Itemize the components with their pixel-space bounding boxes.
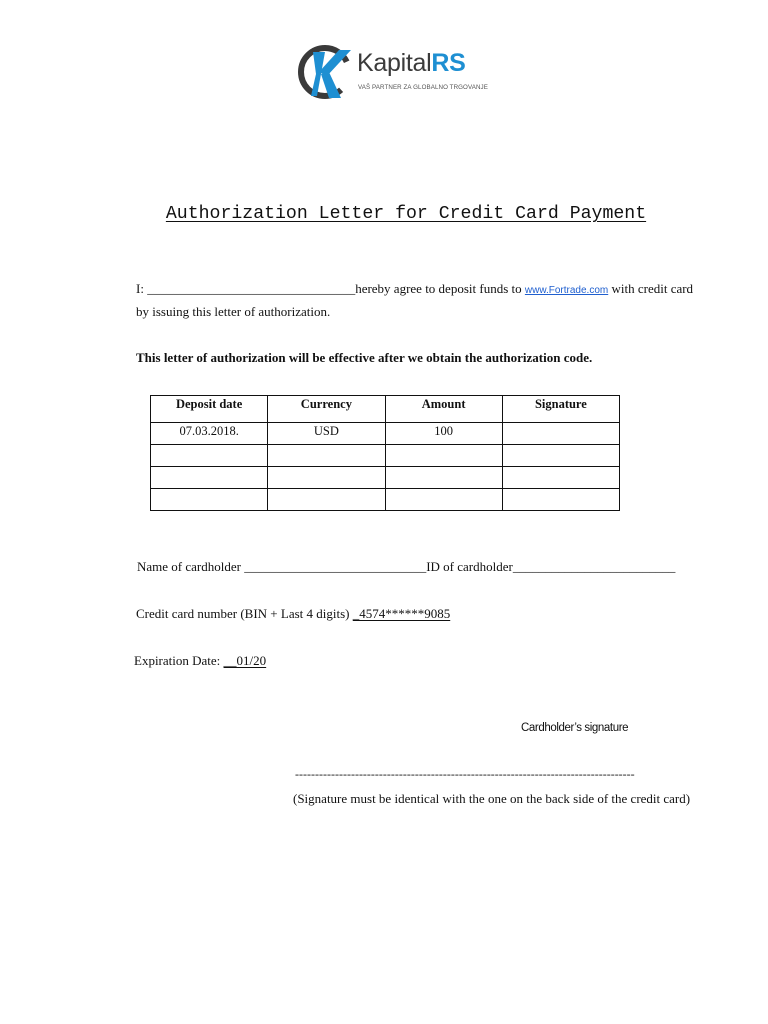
fortrade-link[interactable]: www.Fortrade.com bbox=[524, 285, 609, 296]
cell-deposit-date bbox=[151, 467, 268, 489]
table-row bbox=[151, 423, 620, 445]
cell-currency bbox=[268, 489, 385, 511]
cell-signature bbox=[502, 445, 619, 467]
intro-suffix: with credit card bbox=[608, 281, 694, 296]
deposit-table bbox=[150, 395, 620, 511]
header-currency: Currency bbox=[268, 396, 385, 423]
expiration-date-line bbox=[134, 653, 266, 669]
cell-currency bbox=[268, 445, 385, 467]
expiration-date-value: __01/20 bbox=[223, 653, 267, 668]
cell-currency bbox=[268, 467, 385, 489]
cell-currency: USD bbox=[268, 423, 385, 445]
credit-card-number-label: Credit card number (BIN + Last 4 digits) bbox=[136, 606, 353, 621]
intro-prefix: I: ________________________________hereby agree to deposit funds to bbox=[136, 281, 525, 296]
document-title: Authorization Letter for Credit Card Payment bbox=[165, 204, 647, 224]
table-row bbox=[151, 489, 620, 511]
kapitalrs-logo-icon bbox=[295, 42, 357, 102]
cell-amount: 100 bbox=[385, 423, 502, 445]
cell-deposit-date bbox=[151, 445, 268, 467]
cell-amount bbox=[385, 467, 502, 489]
intro-line-1 bbox=[136, 281, 693, 297]
header-amount: Amount bbox=[385, 396, 502, 423]
brand-tagline: VAŠ PARTNER ZA GLOBALNO TRGOVANJE bbox=[358, 84, 488, 91]
cell-amount bbox=[385, 445, 502, 467]
header-deposit-date: Deposit date bbox=[151, 396, 268, 423]
expiration-date-label: Expiration Date: bbox=[134, 653, 224, 668]
cell-deposit-date bbox=[151, 489, 268, 511]
table-row bbox=[151, 445, 620, 467]
cardholder-signature-label: Cardholder’s signature bbox=[521, 722, 629, 734]
table-row bbox=[151, 467, 620, 489]
brand-name-accent: RS bbox=[431, 49, 466, 77]
table-header-row bbox=[151, 396, 620, 423]
cell-amount bbox=[385, 489, 502, 511]
brand-name: KapitalRS bbox=[357, 49, 466, 77]
cell-signature bbox=[502, 467, 619, 489]
intro-line-2: by issuing this letter of authorization. bbox=[136, 304, 331, 319]
signature-dashed-line: ------------------------------------------------------------------------------------- bbox=[295, 767, 635, 781]
cell-signature bbox=[502, 489, 619, 511]
cell-deposit-date: 07.03.2018. bbox=[151, 423, 268, 445]
header-signature: Signature bbox=[502, 396, 619, 423]
company-logo bbox=[295, 42, 488, 102]
signature-note: (Signature must be identical with the one on the back side of the credit card) bbox=[293, 791, 691, 806]
credit-card-number-value: _4574******9085 bbox=[352, 606, 451, 621]
cardholder-name-id-line: Name of cardholder ____________________________ID of cardholder_________________________ bbox=[137, 559, 676, 574]
cell-signature bbox=[502, 423, 619, 445]
authorization-notice: This letter of authorization will be effective after we obtain the authorization code. bbox=[136, 350, 593, 365]
credit-card-number-line bbox=[136, 606, 450, 622]
